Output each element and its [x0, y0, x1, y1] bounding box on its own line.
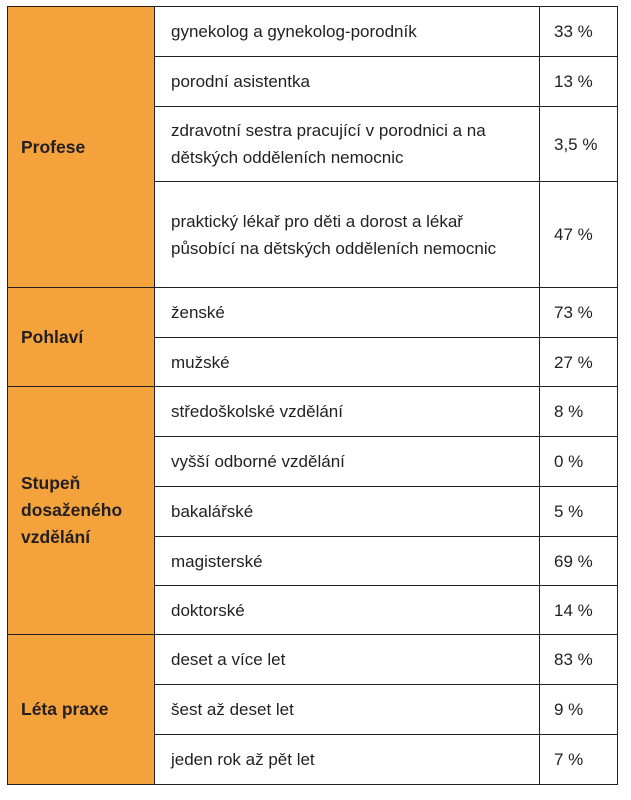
row-value: 73 % [540, 288, 618, 338]
row-value: 27 % [540, 338, 618, 387]
row-value: 0 % [540, 437, 618, 487]
row-label: jeden rok až pět let [155, 735, 540, 785]
row-label: šest až deset let [155, 685, 540, 735]
survey-table [7, 6, 618, 785]
row-value: 69 % [540, 537, 618, 586]
row-label: deset a více let [155, 635, 540, 685]
category-cell-leta-praxe: Léta praxe [8, 635, 155, 785]
row-label: vyšší odborné vzdělání [155, 437, 540, 487]
row-label: zdravotní sestra pracující v porodnici a na dětských odděleních nemocnic [155, 107, 540, 182]
row-value: 33 % [540, 7, 618, 57]
row-label: mužské [155, 338, 540, 387]
row-value: 3,5 % [540, 107, 618, 182]
table-row [8, 7, 618, 57]
row-value: 47 % [540, 182, 618, 288]
row-value: 8 % [540, 387, 618, 437]
row-label: ženské [155, 288, 540, 338]
row-value: 13 % [540, 57, 618, 107]
row-label: magisterské [155, 537, 540, 586]
category-cell-vzdelani: Stupeň dosaženého vzdělání [8, 387, 155, 635]
table-row [8, 635, 618, 685]
row-label: doktorské [155, 586, 540, 635]
table-row [8, 288, 618, 338]
row-value: 5 % [540, 487, 618, 537]
category-cell-pohlavi: Pohlaví [8, 288, 155, 387]
row-value: 83 % [540, 635, 618, 685]
table-row [8, 387, 618, 437]
row-label: bakalářské [155, 487, 540, 537]
row-label: praktický lékař pro děti a dorost a lékař působící na dětských odděleních nemocnic [155, 182, 540, 288]
row-value: 7 % [540, 735, 618, 785]
category-cell-profese: Profese [8, 7, 155, 288]
row-value: 9 % [540, 685, 618, 735]
row-label: gynekolog a gynekolog-porodník [155, 7, 540, 57]
row-label: porodní asistentka [155, 57, 540, 107]
row-value: 14 % [540, 586, 618, 635]
row-label: středoškolské vzdělání [155, 387, 540, 437]
